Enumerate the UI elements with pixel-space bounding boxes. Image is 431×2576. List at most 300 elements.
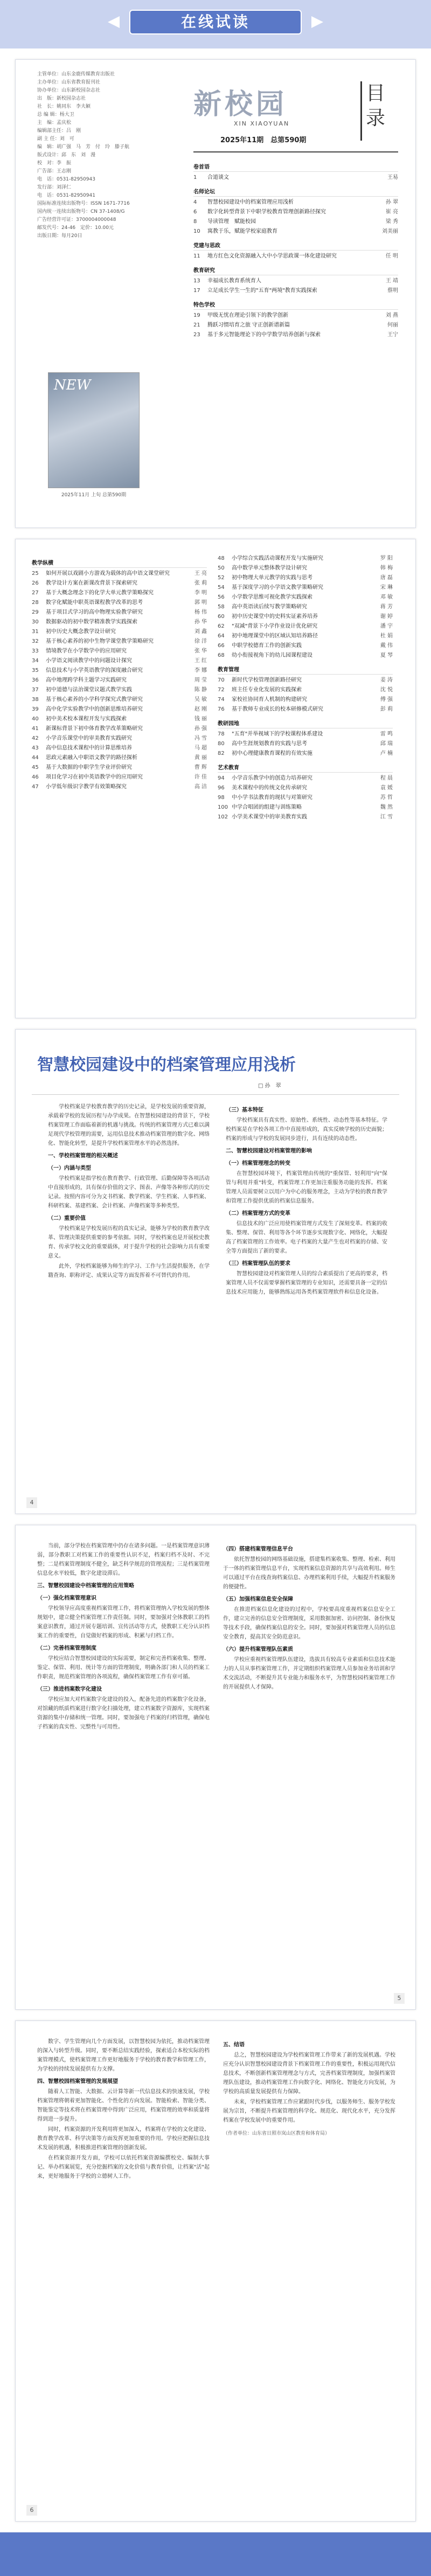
toc-entry[interactable] (193, 218, 398, 226)
toc-entry[interactable] (32, 618, 207, 626)
article-column-left (37, 1542, 210, 1733)
toc-entry-page: 60 (218, 614, 225, 620)
toc-entry[interactable] (218, 622, 393, 630)
section-heading: （三）档案管理队伍的要求 (226, 1261, 290, 1267)
toc-entry-title: 情境教学在小学数学中的应用研究 (46, 648, 127, 654)
paragraph: 学校应加大对档案数字化建设的投入，配备先进的档案数字化设备，对馆藏的纸质档案进行数字化扫描处理，建立档案数字资源库，实现档案资源的集中存储和统一管理。同时，要加强电子档案的归档管理，确保电子档案的真实性、完整性与可用性。 (37, 1697, 210, 1730)
toc-entry-author: 冯 雪 (194, 735, 207, 741)
masthead-line: 广告经营许可证：3700004000048 (37, 217, 116, 223)
toc-entry[interactable] (218, 730, 393, 738)
toc-entry[interactable] (218, 740, 393, 748)
toc-entry-page: 34 (32, 658, 39, 664)
toc-entry-author: 戴 伟 (380, 643, 393, 649)
section-heading: （一）强化档案管理意识 (37, 1595, 96, 1601)
toc-entry-author: 刘 鑫 (194, 629, 207, 635)
toc-entry-title: 立足成长学生一生的"五育"两境"教育实践探索 (207, 288, 317, 294)
toc-entry[interactable] (32, 599, 207, 607)
toc-entry-title: 教学设计方案在新课改背景下探索研究 (46, 580, 137, 586)
toc-entry-author: 杜 娟 (380, 633, 393, 639)
toc-entry-title: 数据驱动的初中数学精准教学实践探索 (46, 619, 137, 625)
toc-entry-author: 钱 丽 (194, 716, 207, 722)
toc-entry-author: 姜 涛 (380, 677, 393, 683)
toc-entry-page: 72 (218, 687, 225, 693)
toc-entry-title: 新课标背景下初中体育教学改革策略研究 (46, 726, 143, 732)
paragraph: 信息技术的广泛应用使档案管理方式发生了深刻变革。档案的收集、整理、保管、利用等各个环节逐步实现数字化、网络化，大幅提高了档案管理的工作效率。电子档案的大量产生也对档案的存储、安全等方面提出了新的要求。 (226, 1221, 387, 1254)
toc-entry-title: 导读管理 赋能校园 (207, 219, 256, 225)
toc-entry-title: 初中历史大概念教学设计研究 (46, 629, 116, 635)
toc-entry[interactable] (218, 784, 393, 792)
toc-entry-author: 邓 敏 (380, 594, 393, 600)
section-heading: 五、结语 (223, 2042, 245, 2048)
toc-entry-author: 蒋 芳 (380, 604, 393, 610)
toc-entry-page: 52 (218, 575, 225, 581)
toc-entry-author: 王 红 (194, 658, 207, 664)
toc-entry-title: 小学数学思维可视化教学实践探索 (232, 594, 312, 600)
toc-entry-title: 基于多元智能理论下的中学数学培养创新与探索 (207, 332, 321, 338)
toc-entry-author: 江 雪 (380, 814, 393, 820)
toc-entry-author: 马 超 (194, 745, 207, 751)
masthead-line: 出 版：新校园杂志社 (37, 96, 86, 101)
toc-entry-title: 班主任专业化发展的实践探索 (232, 687, 302, 693)
toc-entry-page: 28 (32, 600, 39, 606)
page-number: 5 (394, 1993, 405, 2004)
toc-entry-author: 沈 悦 (380, 687, 393, 693)
paragraph: 学校领导应高度重视档案管理工作，将档案管理纳入学校发展的整体规划中，建立健全档案管理工作责任制。同时，要加强对全体教职工的档案意识教育，通过开展专题培训、宣传活动等方式，使教职工充分认识档案工作的重要性，自觉做好档案的形成、积累与归档工作。 (37, 1606, 210, 1639)
toc-entry[interactable] (218, 676, 393, 684)
toc-entry-title: 基于核心素养的小学科学探究式教学研究 (46, 697, 143, 703)
toc-entry-title: 思政元素融入中职语文教学的路径探析 (46, 755, 137, 761)
toc-entry-title: 新时代学校管理创新路径研究 (232, 677, 302, 683)
toc-entry[interactable] (32, 696, 207, 704)
toc-entry-page: 4 (193, 199, 197, 205)
toc-entry-author: 王易 (387, 175, 398, 180)
toc-entry-page: 58 (218, 604, 225, 610)
next-arrow-icon[interactable] (311, 16, 323, 28)
toc-entry-page: 102 (218, 814, 228, 820)
masthead-line: 主 编：孟庆松 (37, 120, 72, 126)
toc-entry-author: 何丽 (387, 322, 398, 328)
toc-entry[interactable] (218, 651, 393, 659)
article-title: 智慧校园建设中的档案管理应用浅析 (37, 1056, 296, 1074)
toc-entry-page: 56 (218, 594, 225, 600)
toc-entry-title: 基于核心素养的初中生物学课堂教学策略研究 (46, 638, 154, 644)
toc-entry-page: 29 (32, 609, 39, 615)
toc-entry-page: 19 (193, 313, 200, 318)
section-heading: 二、智慧校园建设对档案管理的影响 (226, 1148, 312, 1154)
toc-entry[interactable] (32, 570, 207, 578)
toc-entry-title: 幼小衔接视角下的幼儿园课程建设 (232, 652, 312, 658)
page-toc-2 (15, 539, 416, 1018)
toc-entry-author: 潘 宇 (380, 623, 393, 629)
toc-entry[interactable] (193, 198, 398, 206)
section-heading: （一）档案管理理念的转变 (226, 1161, 290, 1167)
section-heading: （三）基本特征 (226, 1107, 263, 1113)
toc-entry-author: 雷 鸣 (380, 731, 393, 737)
toc-entry-title: 初中物理大单元教学的实践与思考 (232, 575, 312, 581)
toc-entry-title: 基于项目式学习的高中物理实验教学研究 (46, 609, 143, 615)
toc-entry-page: 68 (218, 652, 225, 658)
toc-entry-author: 吴 敏 (194, 697, 207, 703)
toc-entry-page: 11 (193, 253, 200, 259)
toc-entry-title: 小学音乐教学中的创造力培养研究 (232, 775, 312, 781)
toc-entry[interactable] (193, 208, 398, 216)
paragraph: 此外，学校档案能够为师生的学习、工作与生活提供服务，在学籍查询、职称评定、成果认定等方面发挥着不可替代的作用。 (48, 1263, 210, 1279)
masthead-line: 电 话：0531-82950941 (37, 193, 95, 198)
page-toc-1 (15, 59, 416, 528)
toc-entry-author: 邱 瑞 (380, 741, 393, 747)
toc-entry[interactable] (32, 773, 207, 781)
toc-entry[interactable] (193, 331, 398, 339)
toc-entry[interactable] (32, 637, 207, 645)
toc-entry-title: 基于大概念理念下的化学大单元教学策略探究 (46, 590, 154, 596)
toc-entry[interactable] (218, 584, 393, 592)
toc-entry-title: 幸福成长教育系统育人 (207, 278, 261, 284)
toc-entry-page: 46 (32, 774, 39, 780)
paragraph: 数字、学生管理向几个方面发展，以智慧校园为依托，推动档案管理的深入与转型升级。同时，要不断总结实践经验，探索适合本校实际的档案管理模式，使档案管理工作更好地服务于学校的教育教学和管理工作，为学校的持续发展提供有力支撑。 (37, 2039, 210, 2072)
toc-entry[interactable] (32, 715, 207, 723)
table-of-contents (193, 157, 398, 339)
masthead-line: 发行部：刘泽仁 (37, 185, 72, 190)
masthead-line: 校 对：李 振 (37, 161, 72, 166)
toc-entry-page: 10 (193, 228, 200, 234)
toc-entry[interactable] (218, 813, 393, 821)
toc-entry-title: 基于深度学习的小学语文教学策略研究 (232, 585, 323, 591)
section-heading: （二）档案管理方式的变革 (226, 1211, 290, 1217)
masthead-line: 副 主 任：刘 可 (37, 136, 74, 142)
toc-entry-title: 初中历史课堂中的史料实证素养培养 (232, 614, 318, 620)
toc-entry-author: 李 娜 (194, 668, 207, 673)
section-heading: （六）提升档案管理队伍素质 (223, 1647, 293, 1652)
paragraph: 同时，档案资源的开发利用将更加深入，档案将在学校的文化建设、教育教学改革、科学决策等方面发挥更加重要的作用。学校应把握信息技术发展的机遇，积极推进档案管理的创新发展。 (37, 2127, 210, 2151)
article-column-right (223, 2037, 395, 2138)
toc-entry-page: 25 (32, 571, 39, 577)
toc-entry-author: 周 莹 (194, 677, 207, 683)
paragraph: 学校应结合智慧校园建设的实际需要，制定和完善档案收集、整理、鉴定、保管、利用、统计等方面的管理制度，明确各部门和人员的档案工作职责，规范档案管理的各项流程，确保档案管理工作有章可循。 (37, 1656, 210, 1680)
toc-entry-author: 孙 华 (194, 619, 207, 625)
magazine-logo: 新校园 (193, 88, 288, 121)
toc-entry[interactable] (193, 227, 398, 235)
page-article-2 (15, 1525, 416, 2010)
article-column-left (37, 2037, 210, 2182)
toc-section-heading: 党建与思政 (193, 241, 398, 251)
toc-entry[interactable] (32, 647, 207, 655)
toc-entry-author: 任 明 (385, 253, 398, 259)
toc-entry[interactable] (32, 608, 207, 616)
cover-logo-text: NEW (54, 377, 91, 393)
toc-entry-title: 初中心理健康教育课程的有效实施 (232, 751, 312, 756)
toc-entry[interactable] (193, 173, 398, 182)
toc-entry-page: 37 (32, 687, 39, 693)
section-heading: 三、智慧校园建设中档案管理的应用策略 (37, 1583, 134, 1589)
toc-entry-author: 张 莉 (194, 580, 207, 586)
toc-section-heading: 教研园地 (218, 719, 393, 728)
toc-entry[interactable] (218, 632, 393, 640)
toc-entry[interactable] (218, 564, 393, 572)
toc-entry-title: 信息技术与小学英语教学的深度融合研究 (46, 668, 143, 673)
toc-section-heading: 名师论坛 (193, 187, 398, 197)
toc-entry-author: 袁 媛 (380, 785, 393, 791)
toc-entry-page: 74 (218, 697, 225, 703)
toc-entry-page: 48 (218, 556, 225, 561)
toc-section-heading: 特色学校 (193, 300, 398, 310)
toc-entry-title: 初中地理课堂中的区域认知培养路径 (232, 633, 318, 639)
masthead-line: 编辑部主任：吕 刚 (37, 128, 81, 134)
toc-entry-title: 高中生涯规划教育的实践与思考 (232, 741, 307, 747)
toc-entry-page: 54 (218, 585, 225, 591)
toc-entry[interactable] (218, 686, 393, 694)
cover-image (48, 372, 140, 488)
paragraph: 智慧校园建设对档案管理人员的综合素质提出了更高的要求，档案管理人员不仅需要掌握档案管理的专业知识，还需要具备一定的信息技术应用能力，能够熟练运用各类档案管理软件和信息化设备。 (226, 1271, 387, 1295)
section-heading: （四）搭建档案管理信息平台 (223, 1546, 293, 1552)
toc-entry-page: 78 (218, 731, 225, 737)
toc-entry-author: 彭 莉 (380, 706, 393, 712)
toc-entry-title: 初中美术校本课程开发与实践探索 (46, 716, 127, 722)
toc-entry-title: 小学综合实践活动课程开发与实施研究 (232, 556, 323, 561)
masthead-line: 编 辑：胡广强 马 芳 付 玲 滕子航 (37, 144, 130, 150)
toc-entry-author: 孙 强 (194, 726, 207, 732)
toc-entry[interactable] (32, 734, 207, 742)
toc-entry[interactable] (32, 783, 207, 791)
toc-entry-title: 寓教于乐，赋能学校家庭教育 (207, 228, 277, 234)
toc-entry-author: 陈 静 (194, 687, 207, 693)
toc-section-heading: 教育研究 (193, 266, 398, 275)
toc-entry-author: 夏 琴 (380, 652, 393, 658)
toc-entry-author: 杨 伟 (194, 609, 207, 615)
toc-entry[interactable] (218, 593, 393, 601)
toc-entry-title: 合道谈文 (207, 175, 229, 180)
toc-entry-title: 小学语文阅读教学中的问题设计探究 (46, 658, 132, 664)
divider (193, 151, 398, 152)
section-heading: （二）完善档案管理制度 (37, 1645, 96, 1651)
toc-entry-page: 32 (32, 638, 39, 644)
paragraph: 在档案资源开发方面，学校可以依托档案资源编撰校史、编制大事记、举办档案展览，充分挖掘档案的文化价值与教育价值，让档案"活"起来，更好地服务于学校的立德树人工作。 (37, 2155, 210, 2179)
toc-entry-title: 基于大数据的中职学生学业评价研究 (46, 765, 132, 770)
article-column-right (223, 1542, 395, 1693)
section-heading: （五）加强档案信息安全保障 (223, 1596, 293, 1602)
toc-section-heading: 卷首语 (193, 162, 398, 172)
toc-entry-author: 郭 明 (194, 600, 207, 606)
paragraph: 学校档案具有真实性、原始性、系统性、动态性等基本特征。学校档案是在学校各项工作中直接形成的，真实反映学校的历史面貌；档案的形成与学校的发展同步进行，具有连续的动态性。 (226, 1117, 387, 1142)
masthead-line: 电 话：0531-82950943 (37, 177, 95, 182)
toc-entry-page: 30 (32, 619, 39, 625)
paragraph: 学校档案是学校教育教学的历史记录，是学校发展的重要资源，承载着学校的发展历程与办学成果。在智慧校园建设的背景下，学校档案管理工作面临着新的机遇与挑战。传统的档案管理方式已难以满足现代学校管理的需要，运用信息技术推动档案管理的数字化、网络化、智能化转型，是提升学校档案管理水平的必然选择。 (48, 1104, 210, 1147)
page-number: 6 (26, 2505, 37, 2516)
toc-entry-page: 94 (218, 775, 225, 781)
toc-entry-author: 刘美丽 (382, 228, 398, 234)
toc-entry-title: 数字化赋能中职英语课程教学改革的思考 (46, 600, 143, 606)
toc-entry[interactable] (32, 754, 207, 762)
masthead-line: 协办单位：山东新校园杂志社 (37, 88, 101, 93)
toc-entry-author: 程 晨 (380, 775, 393, 781)
toc-entry[interactable] (32, 628, 207, 636)
toc-entry[interactable] (218, 613, 393, 621)
toc-entry[interactable] (218, 749, 393, 758)
toc-entry-title: 中学合唱团的组建与训练策略 (232, 804, 302, 810)
issue-label: 2025年11期 总第590期 (220, 136, 307, 144)
toc-entry-author: 卢 楠 (380, 751, 393, 756)
masthead-line: 国际标准连续出版物号：ISSN 1671-7716 (37, 201, 130, 206)
toc-entry-page: 80 (218, 741, 225, 747)
divider (32, 1094, 399, 1095)
toc-entry-page: 33 (32, 648, 39, 654)
toc-entry-page: 31 (32, 629, 39, 635)
toc-entry-page: 39 (32, 706, 39, 712)
toc-entry-author: 许 佳 (194, 774, 207, 780)
toc-entry-author: 蔡明 (387, 288, 398, 294)
toc-entry[interactable] (193, 321, 398, 329)
toc-entry-author: 王宁 (387, 332, 398, 338)
section-heading: （二）重要价值 (48, 1216, 86, 1221)
toc-entry-title: 基于教师专业成长的校本研修模式研究 (232, 706, 323, 712)
toc-entry-title: "五育"并举视域下的学校课程体系建设 (232, 731, 323, 737)
toc-entry-title: 高中信息技术课程中的计算思维培养 (46, 745, 132, 751)
toc-entry-page: 70 (218, 677, 225, 683)
toc-entry[interactable] (218, 554, 393, 563)
header-banner (0, 0, 431, 48)
banner-title: 在线试读 (129, 10, 302, 34)
toc-entry-author: 徐 洋 (194, 638, 207, 644)
toc-entry-author: 韩 梅 (380, 565, 393, 571)
toc-entry-page: 1 (193, 175, 197, 180)
prev-arrow-icon[interactable] (108, 16, 120, 28)
toc-entry-author: 宋 琳 (380, 585, 393, 591)
toc-entry-page: 96 (218, 785, 225, 791)
toc-section-heading: 教育管理 (218, 665, 393, 675)
toc-entry-title: 项目化学习在初中英语教学中的应用研究 (46, 774, 143, 780)
masthead-line: 总 编 辑：杨大卫 (37, 112, 74, 117)
cover-caption: 2025年11月 上旬 总第590期 (61, 492, 127, 498)
toc-entry-author: 魏 然 (380, 804, 393, 810)
toc-entry[interactable] (193, 311, 398, 320)
article-author: □ 孙 翠 (258, 1083, 281, 1089)
toc-entry-page: 98 (218, 795, 225, 801)
toc-entry-page: 42 (32, 735, 39, 741)
toc-entry-page: 82 (218, 751, 225, 756)
toc-entry[interactable] (32, 744, 207, 752)
paragraph: 总之，智慧校园建设为学校档案管理工作带来了新的发展机遇。学校应充分认识智慧校园建设背景下档案管理工作的重要性，积极运用现代信息技术，不断创新档案管理理念与方式，完善档案管理制度，加强档案管理队伍建设，推动档案管理工作向数字化、网络化、智能化方向发展，为学校的高质量发展提供有力保障。 (223, 2052, 395, 2095)
toc-entry[interactable] (32, 666, 207, 675)
toc-entry-title: 高中地理跨学科主题学习实践研究 (46, 677, 127, 683)
paragraph: 随着人工智能、大数据、云计算等新一代信息技术的快速发展，学校档案管理将朝着更加智能化、个性化的方向发展。智能检索、智能分类、智能鉴定等技术将在档案管理中得到广泛应用，档案管理的效率和质量将得到进一步提升。 (37, 2089, 210, 2122)
toc-entry-author: 李 明 (194, 590, 207, 596)
author-affiliation: （作者单位：山东省日照市岚山区教育和体育局） (223, 2131, 330, 2136)
toc-entry[interactable] (32, 579, 207, 587)
toc-entry-author: 刘 燕 (385, 313, 398, 318)
toc-entry-title: 甲级无忧在理论引领下的教学创新 (207, 313, 288, 318)
toc-entry[interactable] (32, 705, 207, 713)
toc-entry-author: 赵 刚 (194, 706, 207, 712)
paragraph: 在推进档案信息化建设的过程中，学校要高度重视档案信息安全工作，建立完善的信息安全管理制度，采用数据加密、访问控制、备份恢复等技术手段，确保档案信息的安全。同时，要加强对档案管理人员的信息安全教育，提高其安全防范意识。 (223, 1607, 395, 1640)
masthead-line: 版式设计：邱 东 刘 漫 (37, 152, 96, 158)
toc-entry-title: 小学美术课堂中的审美教育实践 (232, 814, 307, 820)
section-heading: 一、学校档案管理的相关概述 (48, 1153, 118, 1159)
masthead-line: 主办单位：山东省教育报刊社 (37, 80, 101, 85)
toc-entry-author: 王 靖 (385, 278, 398, 284)
masthead-line: 国内统一连续出版物号：CN 37-1408/G (37, 209, 125, 214)
paragraph: 学校档案是学校发展历程的真实记录，能够为学校的教育教学改革、管理决策提供重要的参考依据。同时，学校档案也是开展校史教育、传承学校文化的重要载体，对于提升学校的社会影响力具有重要意义。 (48, 1226, 210, 1259)
toc-entry-title: 高中英语读后续写教学策略研究 (232, 604, 307, 610)
toc-entry[interactable] (218, 696, 393, 704)
toc-section-heading: 教学纵横 (32, 558, 207, 568)
toc-entry[interactable] (32, 763, 207, 772)
magazine-subtitle: XIN XIAOYUAN (234, 120, 290, 127)
section-heading: （一）内涵与类型 (48, 1165, 91, 1171)
toc-entry[interactable] (32, 725, 207, 733)
article-column-left (48, 1102, 210, 1281)
toc-entry[interactable] (32, 589, 207, 597)
toc-entry[interactable] (218, 705, 393, 713)
toc-entry-author: 谢 婷 (380, 614, 393, 620)
toc-entry[interactable] (32, 686, 207, 694)
toc-entry-title: 美术课程中的传统文化传承研究 (232, 785, 307, 791)
toc-entry[interactable] (193, 287, 398, 295)
toc-entry-title: 数字化转型背景下中职学校教育管理创新路径探究 (207, 209, 326, 215)
toc-entry-page: 27 (32, 590, 39, 596)
paragraph: 未来，学校档案管理工作应紧跟时代步伐，以服务师生、服务学校发展为宗旨，不断提升档案管理的科学化、规范化、现代化水平，充分发挥档案在学校发展中的重要作用。 (223, 2099, 395, 2123)
toc-entry[interactable] (218, 574, 393, 582)
toc-entry-title: 初中道德与法治课堂议题式教学实践 (46, 687, 132, 693)
toc-right-column (212, 553, 398, 821)
toc-entry-title: 家校社协同育人机制的构建研究 (232, 697, 307, 703)
toc-entry-title: 高中数学单元整体教学设计研究 (232, 565, 307, 571)
masthead-line: 主管单位：山东金鹿传媒教育出版社 (37, 72, 115, 77)
page-number: 4 (26, 1497, 37, 1508)
toc-entry-page: 76 (218, 706, 225, 712)
paragraph: 当前，部分学校在档案管理中仍存在诸多问题。一是档案管理意识薄弱，部分教职工对档案工作的重要性认识不足，档案归档不及时、不完整；二是档案管理制度不健全，缺乏科学规范的管理流程；三是档案管理信息化水平较低，数字化建设滞后。 (37, 1543, 210, 1577)
toc-entry[interactable] (193, 277, 398, 285)
toc-entry[interactable] (218, 803, 393, 811)
toc-entry-page: 47 (32, 784, 39, 790)
toc-entry-author: 黄 丽 (194, 755, 207, 761)
toc-entry[interactable] (193, 252, 398, 260)
divider (360, 81, 362, 141)
toc-entry[interactable] (218, 603, 393, 611)
article-column-right (226, 1102, 387, 1298)
toc-entry-page: 40 (32, 716, 39, 722)
masthead-line: 出版日期：每月20日 (37, 233, 82, 239)
toc-entry-title: 智慧校园建设中的档案管理应用浅析 (207, 199, 294, 205)
paragraph: 学校应重视档案管理队伍建设，选拔具有较高专业素质和信息技术能力的人员从事档案管理工作，并定期组织档案管理人员参加业务培训和学术交流活动，不断提升其专业能力和服务水平，为智慧校园档案管理工作的开展提供人才保障。 (223, 1657, 395, 1690)
toc-entry-title: "双减"背景下小学作业设计优化研究 (232, 623, 318, 629)
toc-entry-page: 26 (32, 580, 39, 586)
toc-entry-page: 36 (32, 677, 39, 683)
masthead (37, 71, 161, 240)
toc-entry-page: 13 (193, 278, 200, 284)
section-heading: 四、智慧校园档案管理的发展展望 (37, 2079, 118, 2085)
toc-entry-title: 小学音乐课堂中的审美教育实践研究 (46, 735, 132, 741)
toc-entry-page: 17 (193, 288, 200, 294)
paragraph: 在智慧校园环境下，档案管理由传统的"重保管、轻利用"向"保管与利用并重"转变，档案管理工作更加注重服务功能的发挥。档案管理人员需要树立以用户为中心的服务理念，主动为学校的教育教学和管理工作提供优质的档案信息服务。 (226, 1171, 387, 1204)
toc-entry-page: 44 (32, 755, 39, 761)
toc-left-column (26, 553, 212, 821)
toc-entry-author: 崔 亮 (385, 209, 398, 215)
toc-entry[interactable] (218, 642, 393, 650)
toc-entry-author: 苏 哲 (380, 795, 393, 801)
toc-entry[interactable] (32, 657, 207, 665)
toc-heading: 目录 (366, 82, 386, 129)
toc-entry-page: 62 (218, 623, 225, 629)
toc-entry-title: 如何开展以戏剧小方游戏为载体的高中语文课堂研究 (46, 571, 170, 577)
toc-entry-page: 66 (218, 643, 225, 649)
toc-entry[interactable] (218, 774, 393, 782)
masthead-line: 社 长：姚同东 李夫颖 (37, 104, 91, 109)
toc-entry[interactable] (218, 794, 393, 802)
masthead-line: 广告部：王志刚 (37, 169, 72, 174)
toc-entry-title: 小学低年级识字教学有效策略探究 (46, 784, 127, 790)
section-heading: （三）推进档案数字化建设 (37, 1686, 102, 1692)
toc-entry[interactable] (32, 676, 207, 684)
toc-entry-page: 41 (32, 726, 39, 732)
